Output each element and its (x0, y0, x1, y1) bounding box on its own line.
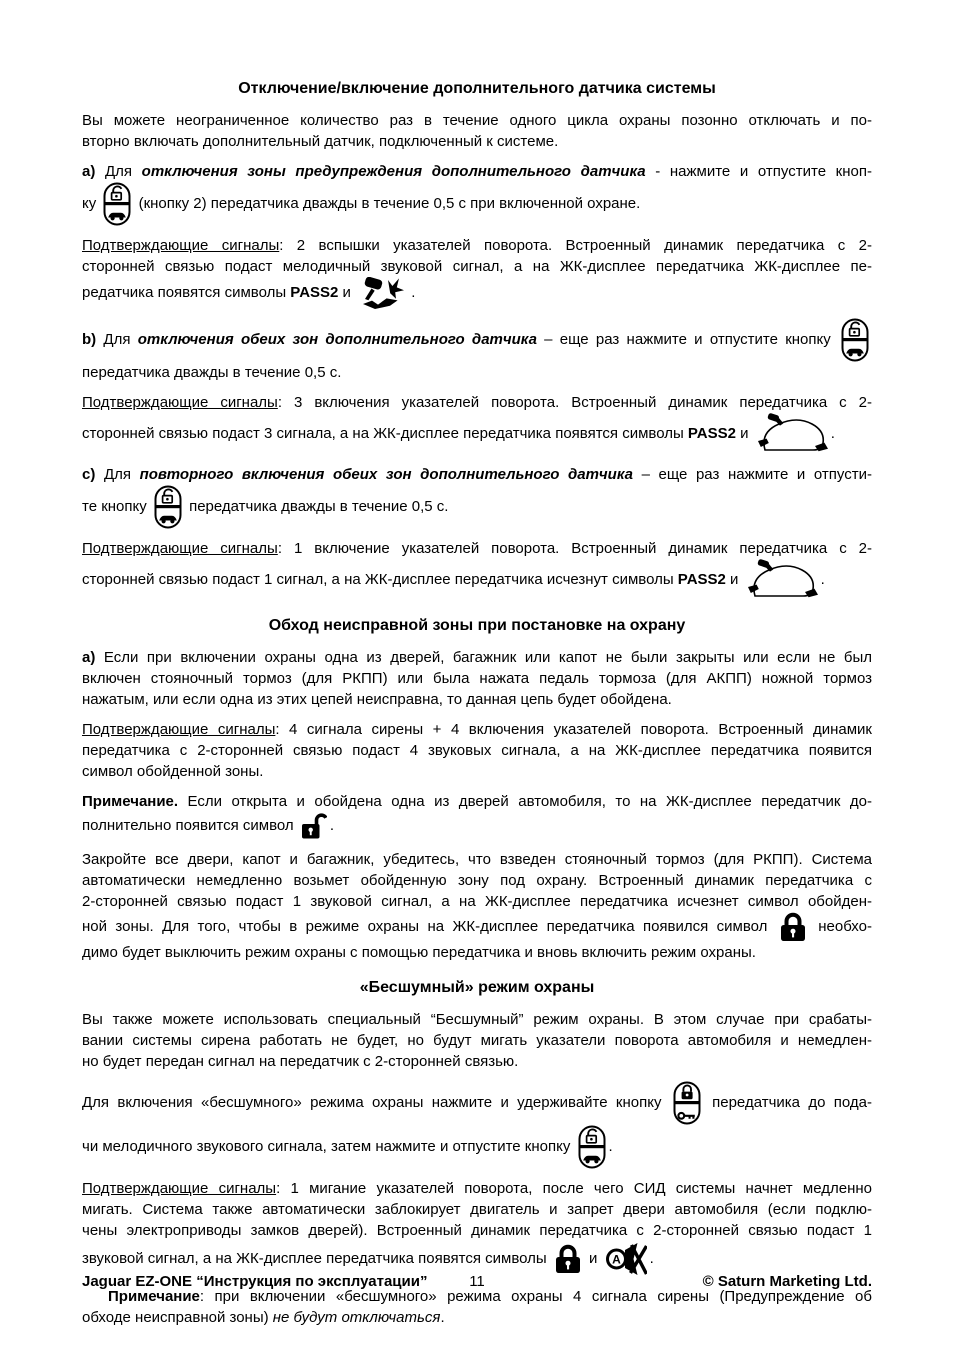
text-line (82, 161, 872, 182)
page-footer (82, 1272, 872, 1292)
text-segment: c) (82, 466, 96, 483)
text-line (82, 849, 872, 870)
text-segment: - нажмите и отпустите кноп- (645, 163, 872, 180)
text-segment: обходе неисправной зоны) (82, 1309, 273, 1326)
text-segment: – еще раз нажмите и отпусти- (632, 466, 872, 483)
text-segment: сторонней связью подаст 3 сигнала, а на ЖК-дисплее передатчика появятся символы (82, 424, 688, 442)
text-segment: . (440, 1309, 445, 1326)
text-line (82, 647, 872, 668)
armed-closed-lock-icon (779, 912, 807, 942)
text-segment: : 3 включения указателей поворота. Встроенный динамик передатчика с 2- (277, 394, 872, 411)
text-line (82, 110, 872, 131)
text-line (82, 182, 872, 226)
text-segment: Подтверждающие сигналы (82, 721, 276, 738)
sensor-warning-zone-impact-icon (358, 277, 404, 309)
text-segment: и (584, 1249, 602, 1267)
footer-doc-title: Jaguar EZ-ONE “Инструкция по эксплуатации” (82, 1273, 428, 1290)
text-line (82, 392, 872, 413)
text-segment: нажатым, или если одна из этих цепей неисправна, то данная цепь будет обойдена. (82, 691, 672, 708)
section-heading-faulty-zone-bypass: Обход неисправной зоны при постановке на охрану (268, 617, 686, 634)
text-segment: Примечание (108, 1288, 200, 1305)
text-segment: Для (95, 466, 140, 483)
text-segment: . (820, 570, 825, 588)
text-segment: a) (82, 649, 96, 666)
text-segment: : при включении «бесшумного» режима охраны 4 сигнала сирены (Предупреждение об (199, 1288, 872, 1305)
text-line (82, 318, 872, 362)
text-line (82, 559, 872, 601)
text-segment: мигать. Система также автоматически заблокирует двигатель и запрет двери автомобиля (если подклю- (82, 1201, 872, 1218)
text-segment: : 1 включение указателей поворота. Встроенный динамик передатчика с 2- (277, 540, 872, 557)
paragraph (82, 110, 872, 152)
text-line (82, 362, 872, 383)
paragraph (82, 464, 872, 529)
keyfob-button-2-unlock-car-icon (154, 485, 182, 529)
keyfob-button-2-unlock-car-icon (103, 182, 131, 226)
text-segment: ку (82, 194, 101, 212)
text-segment: редатчика появятся символы (82, 283, 291, 301)
paragraph (82, 161, 872, 226)
text-line (82, 256, 872, 277)
text-segment: Подтверждающие сигналы (82, 540, 278, 557)
text-line (82, 740, 872, 761)
text-segment: PASS2 (677, 570, 726, 588)
text-line (82, 235, 872, 256)
text-segment: отключения обеих зон дополнительного датчика (137, 330, 537, 348)
paragraph (82, 719, 872, 782)
text-line (82, 870, 872, 891)
paragraph (82, 1286, 872, 1328)
text-segment: Если при включении охраны одна из дверей, багажник или капот не были закрыты или если не был (95, 649, 872, 666)
text-line (82, 1220, 872, 1241)
paragraph (82, 392, 872, 455)
text-line (82, 719, 872, 740)
paragraph (82, 538, 872, 601)
text-segment: передатчика с 2-сторонней связью подаст 4 звуковых сигнала, а на ЖК-дисплее передатчика появится (82, 742, 872, 759)
paragraph (82, 1009, 872, 1072)
bypassed-zone-open-lock-icon (301, 812, 327, 840)
text-line (82, 761, 872, 782)
text-line (82, 1125, 872, 1169)
text-line (82, 1307, 872, 1328)
text-segment: символ обойденной зоны. (82, 763, 264, 780)
footer-copyright: © Saturn Marketing Ltd. (702, 1273, 872, 1290)
text-segment: чи мелодичного звукового сигнала, затем нажмите и отпустите кнопку (82, 1137, 575, 1155)
paragraph (82, 235, 872, 309)
text-segment: повторного включения обеих зон дополнительного датчика (139, 466, 633, 483)
text-line (82, 538, 872, 559)
text-segment: и (735, 424, 753, 442)
keyfob-button-1-lock-key-icon (673, 1081, 701, 1125)
text-line (82, 912, 872, 942)
text-segment: вторно включать дополнительный датчик, подключенный к системе. (82, 133, 559, 150)
section-heading-silent-mode: «Бесшумный» режим охраны (359, 979, 595, 996)
text-line (82, 1051, 872, 1072)
text-line (82, 1199, 872, 1220)
text-segment: . (608, 1137, 613, 1155)
text-line (82, 485, 872, 529)
text-segment: Закройте все двери, капот и багажник, убедитесь, что взведен стояночный тормоз (для РКПП). Система (82, 851, 872, 868)
text-line (82, 668, 872, 689)
text-segment: чены электроприводы замков дверей). Встроенный динамик передатчика с 2-сторонней связью подаст 1 (82, 1222, 872, 1239)
text-segment: автоматически немедленно возьмет обойденную зону под охрану. Встроенный динамик передатчика с (82, 872, 872, 889)
text-segment: : 1 мигание указателей поворота, после чего СИД системы начнет медленно (276, 1180, 872, 1197)
text-segment: сторонней связью подаст 1 сигнал, а на ЖК-дисплее передатчика исчезнут символы (82, 570, 678, 588)
text-segment: и (725, 570, 743, 588)
paragraph (82, 791, 872, 840)
text-line (82, 464, 872, 485)
text-segment: передатчика дважды в течение 0,5 с. (82, 364, 342, 381)
keyfob-button-2-unlock-car-icon (578, 1125, 606, 1169)
text-line (82, 131, 872, 152)
text-segment: b) (82, 330, 97, 348)
text-line (82, 1009, 872, 1030)
text-line (82, 791, 872, 812)
text-segment: необхо- (809, 917, 872, 935)
text-segment: димо будет выключить режим охраны с помощью передатчика и вновь включить режим охраны. (82, 944, 756, 961)
text-segment: . (649, 1249, 654, 1267)
text-segment: сторонней связью подаст мелодичный звуковой сигнал, а на ЖК-дисплее передатчика ЖК-дисплее пе- (82, 258, 872, 275)
paragraph (82, 1081, 872, 1169)
text-segment: включен стояночный тормоз (для РКПП) или была нажата педаль тормоза (для АКПП) ножной тормоз (82, 670, 872, 687)
text-segment: Для включения «бесшумного» режима охраны нажмите и удерживайте кнопку (82, 1093, 670, 1111)
text-line (82, 277, 872, 309)
text-line (82, 1081, 872, 1125)
text-segment: PASS2 (687, 424, 736, 442)
text-segment: Вы можете неограниченное количество раз в течение одного цикла охраны позонно отключать и по- (82, 112, 872, 129)
text-segment: a) (82, 163, 96, 180)
paragraph (82, 1178, 872, 1277)
paragraph (82, 849, 872, 963)
text-segment: передатчика дважды в течение 0,5 с. (184, 497, 449, 515)
text-segment: вании системы сирена работать не будет, но будут мигать указатели поворота автомобиля и немедлен- (82, 1032, 872, 1049)
text-segment: : 4 сигнала сирены + 4 включения указателей поворота. Встроенный динамик (275, 721, 872, 738)
section-heading-sensor-toggle: Отключение/включение дополнительного датчика системы (238, 80, 716, 97)
text-segment: PASS2 (290, 283, 339, 301)
armed-closed-lock-icon (554, 1244, 582, 1274)
text-segment: и (338, 283, 356, 301)
text-segment: . (329, 816, 334, 834)
text-segment: : 2 вспышки указателей поворота. Встроенный динамик передатчика с 2- (279, 237, 872, 254)
text-segment: Примечание. (82, 793, 179, 810)
text-line (82, 1030, 872, 1051)
text-line (82, 689, 872, 710)
text-segment: . (407, 283, 416, 301)
text-line (82, 891, 872, 912)
text-segment: – еще раз нажмите и отпустите кнопку (536, 330, 838, 348)
text-line (82, 413, 872, 455)
text-segment: ной зоны. Для того, чтобы в режиме охраны на ЖК-дисплее передатчика появился символ (82, 917, 776, 935)
text-segment: . (830, 424, 835, 442)
text-segment: Подтверждающие сигналы (82, 394, 278, 411)
text-segment: передатчика до пода- (703, 1093, 872, 1111)
text-line (82, 812, 872, 840)
text-segment: не будут отключаться (272, 1309, 441, 1326)
paragraph (82, 318, 872, 383)
text-segment: Если открыта и обойдена одна из дверей автомобиля, то на ЖК-дисплее передатчик до- (178, 793, 872, 810)
document-body (82, 78, 872, 1337)
text-segment: но будет передан сигнал на передатчик с 2-сторонней связью. (82, 1053, 519, 1070)
text-line (82, 1178, 872, 1199)
footer-page-number: 11 (469, 1273, 485, 1290)
keyfob-button-2-unlock-car-icon (841, 318, 869, 362)
text-segment: те кнопку (82, 497, 151, 515)
paragraph (82, 647, 872, 710)
text-segment: звуковой сигнал, а на ЖК-дисплее передатчика появятся символы (82, 1249, 551, 1267)
text-segment: Для (96, 330, 138, 348)
text-segment: Подтверждающие сигналы (82, 237, 280, 254)
text-line (82, 942, 872, 963)
text-segment: полнительно появится символ (82, 816, 298, 834)
text-segment: 2-сторонней связью подаст 1 звуковой сигнал, а на ЖК-дисплее передатчика исчезнет символ обойден- (82, 893, 872, 910)
text-segment: Подтверждающие сигналы (82, 1180, 277, 1197)
svg-text:A: A (611, 1252, 621, 1267)
text-segment: (кнопку 2) передатчика дважды в течение 0,5 с при включенной охране. (134, 194, 641, 212)
text-segment: Для (95, 163, 142, 180)
text-segment: Вы также можете использовать специальный “Бесшумный” режим охраны. В этом случае при срабаты- (82, 1011, 872, 1028)
text-segment: отключения зоны предупреждения дополнительного датчика (141, 163, 646, 180)
sensor-both-zones-car-impact-icon (756, 413, 828, 455)
sensor-both-zones-car-impact-icon (746, 559, 818, 601)
